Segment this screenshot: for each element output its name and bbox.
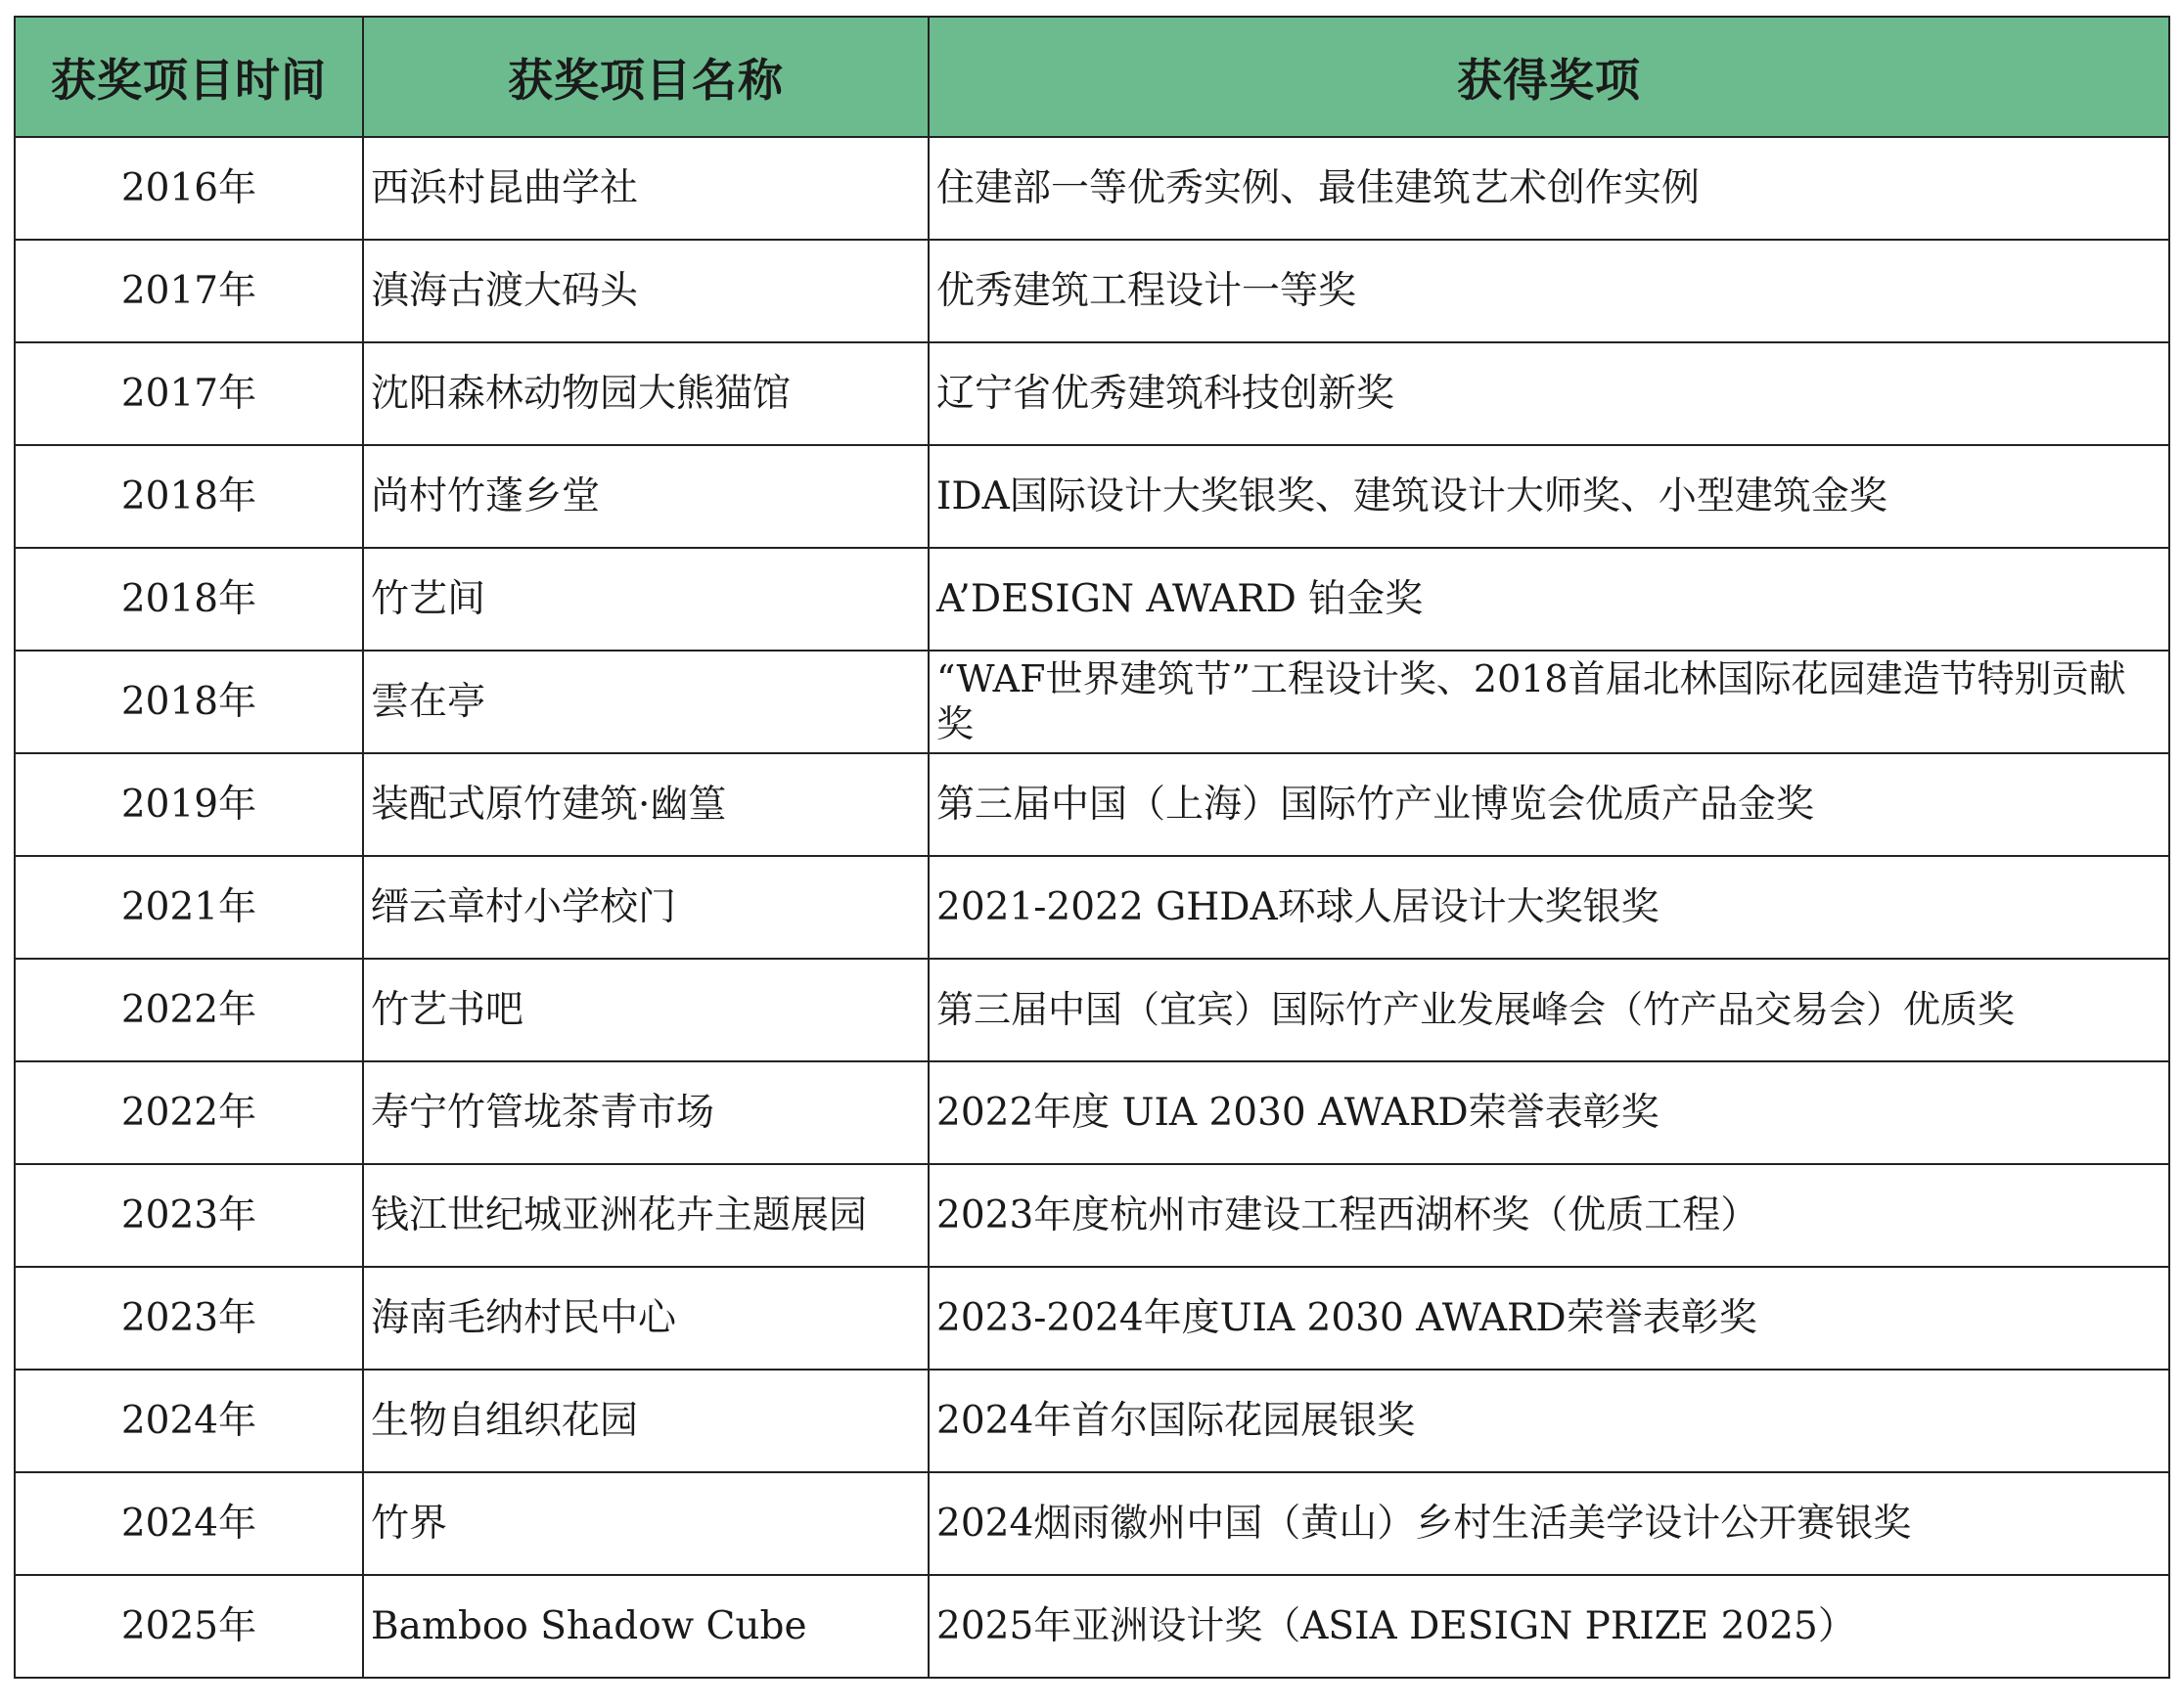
cell-award: IDA国际设计大奖银奖、建筑设计大师奖、小型建筑金奖 (929, 445, 2169, 548)
table-row (15, 445, 2169, 548)
table-row (15, 753, 2169, 856)
cell-year: 2024年 (15, 1472, 363, 1575)
cell-award: 辽宁省优秀建筑科技创新奖 (929, 342, 2169, 445)
cell-year: 2019年 (15, 753, 363, 856)
cell-project-name: 滇海古渡大码头 (363, 240, 929, 342)
cell-project-name: Bamboo Shadow Cube (363, 1575, 929, 1678)
cell-award: 2024年首尔国际花园展银奖 (929, 1370, 2169, 1472)
table-row (15, 856, 2169, 959)
cell-project-name: 寿宁竹管垅茶青市场 (363, 1061, 929, 1164)
table-row (15, 651, 2169, 753)
table-row (15, 240, 2169, 342)
table-row (15, 1267, 2169, 1370)
cell-project-name: 雲在亭 (363, 651, 929, 753)
cell-year: 2018年 (15, 548, 363, 651)
cell-award: A’DESIGN AWARD 铂金奖 (929, 548, 2169, 651)
cell-year: 2018年 (15, 445, 363, 548)
cell-award: 2023-2024年度UIA 2030 AWARD荣誉表彰奖 (929, 1267, 2169, 1370)
cell-project-name: 钱江世纪城亚洲花卉主题展园 (363, 1164, 929, 1267)
cell-award: 优秀建筑工程设计一等奖 (929, 240, 2169, 342)
header-project-name: 获奖项目名称 (363, 17, 929, 137)
awards-table (14, 16, 2170, 1679)
cell-award: 2021-2022 GHDA环球人居设计大奖银奖 (929, 856, 2169, 959)
cell-award: 2023年度杭州市建设工程西湖杯奖（优质工程） (929, 1164, 2169, 1267)
table-row (15, 1472, 2169, 1575)
cell-project-name: 竹艺书吧 (363, 959, 929, 1061)
cell-award: 第三届中国（宜宾）国际竹产业发展峰会（竹产品交易会）优质奖 (929, 959, 2169, 1061)
header-award-time: 获奖项目时间 (15, 17, 363, 137)
cell-year: 2018年 (15, 651, 363, 753)
cell-project-name: 竹界 (363, 1472, 929, 1575)
cell-project-name: 沈阳森林动物园大熊猫馆 (363, 342, 929, 445)
cell-year: 2017年 (15, 240, 363, 342)
table-row (15, 137, 2169, 240)
cell-project-name: 生物自组织花园 (363, 1370, 929, 1472)
cell-award: 2025年亚洲设计奖（ASIA DESIGN PRIZE 2025） (929, 1575, 2169, 1678)
cell-year: 2022年 (15, 1061, 363, 1164)
table-row (15, 959, 2169, 1061)
cell-award: “WAF世界建筑节”工程设计奖、2018首届北林国际花园建造节特别贡献奖 (929, 651, 2169, 753)
cell-year: 2016年 (15, 137, 363, 240)
table-header (15, 17, 2169, 137)
cell-project-name: 装配式原竹建筑·幽篁 (363, 753, 929, 856)
table-row (15, 1575, 2169, 1678)
cell-year: 2025年 (15, 1575, 363, 1678)
table-body (15, 137, 2169, 1678)
cell-year: 2017年 (15, 342, 363, 445)
cell-year: 2024年 (15, 1370, 363, 1472)
header-row (15, 17, 2169, 137)
cell-award: 2022年度 UIA 2030 AWARD荣誉表彰奖 (929, 1061, 2169, 1164)
cell-year: 2021年 (15, 856, 363, 959)
cell-award: 住建部一等优秀实例、最佳建筑艺术创作实例 (929, 137, 2169, 240)
cell-project-name: 缙云章村小学校门 (363, 856, 929, 959)
cell-award: 第三届中国（上海）国际竹产业博览会优质产品金奖 (929, 753, 2169, 856)
table-row (15, 548, 2169, 651)
cell-project-name: 竹艺间 (363, 548, 929, 651)
table-row (15, 342, 2169, 445)
cell-year: 2023年 (15, 1267, 363, 1370)
header-award-received: 获得奖项 (929, 17, 2169, 137)
cell-project-name: 西浜村昆曲学社 (363, 137, 929, 240)
cell-award: 2024烟雨徽州中国（黄山）乡村生活美学设计公开赛银奖 (929, 1472, 2169, 1575)
cell-year: 2023年 (15, 1164, 363, 1267)
table-row (15, 1061, 2169, 1164)
cell-year: 2022年 (15, 959, 363, 1061)
table-row (15, 1164, 2169, 1267)
cell-project-name: 海南毛纳村民中心 (363, 1267, 929, 1370)
cell-project-name: 尚村竹蓬乡堂 (363, 445, 929, 548)
table-row (15, 1370, 2169, 1472)
